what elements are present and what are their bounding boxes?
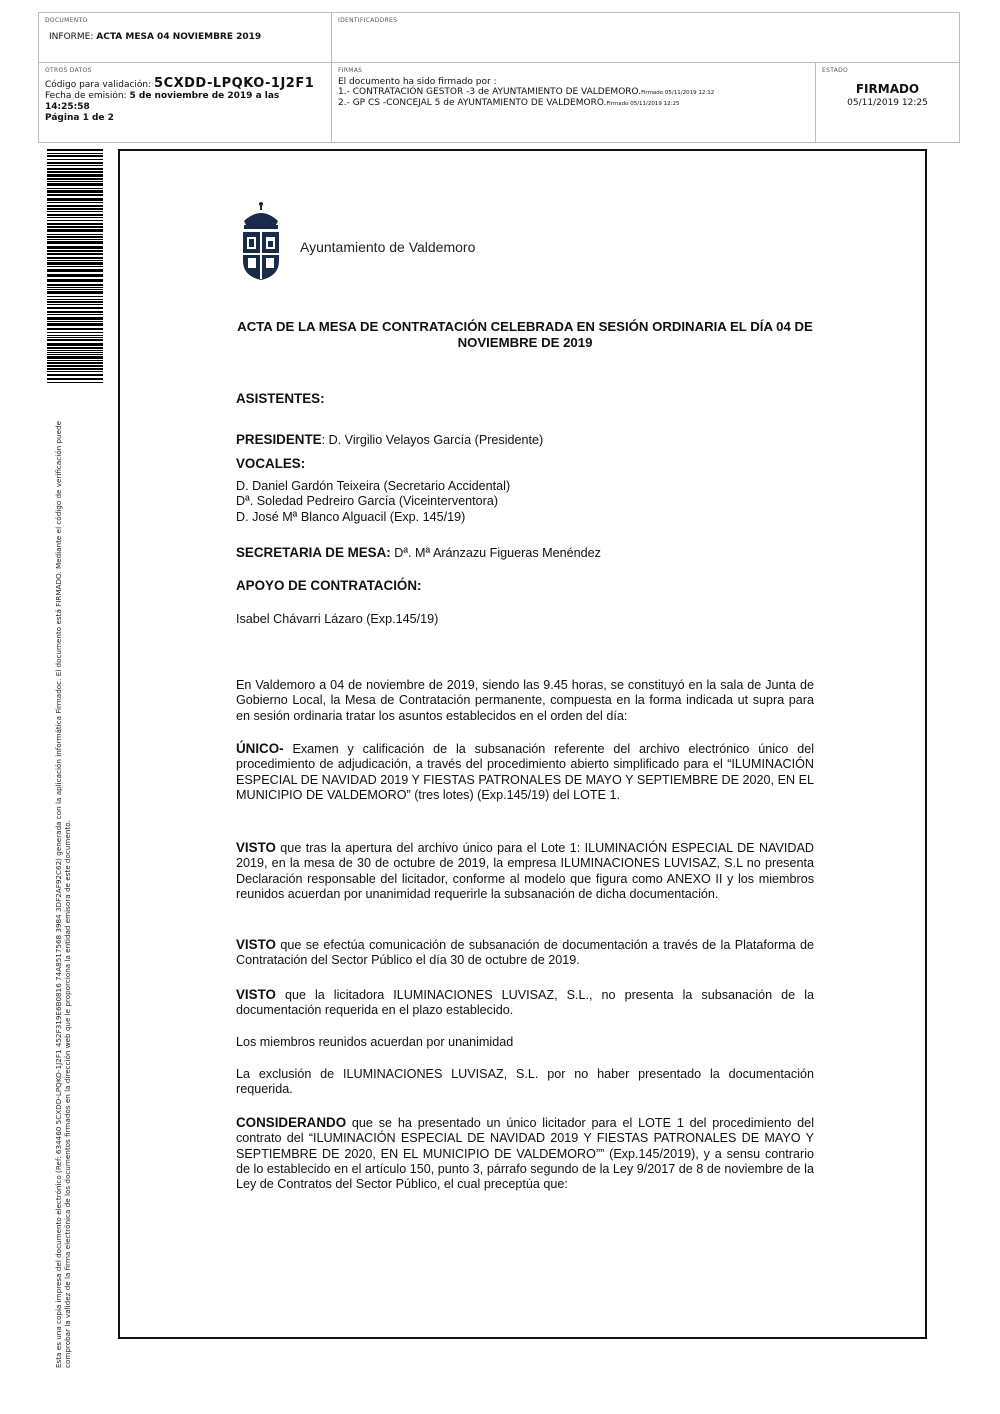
documento-cell [39, 13, 332, 63]
barcode-bar [47, 208, 103, 210]
barcode-bar [47, 168, 103, 170]
barcode-bar [47, 350, 103, 351]
barcode-bar [47, 205, 103, 207]
estado-fecha: 05/11/2019 12:25 [847, 98, 928, 108]
documento-label: DOCUMENTO [45, 17, 88, 24]
firmas-list [338, 77, 809, 109]
barcode-bar [47, 371, 103, 372]
vocales-heading: VOCALES: [236, 456, 306, 471]
barcode-bar [47, 229, 103, 232]
organization-name: Ayuntamiento de Valdemoro [300, 239, 476, 255]
barcode-bar [47, 328, 103, 330]
considerando-text: que se ha presentado un único licitador para el LOTE 1 del procedimiento del contrato del “ILUMINACIÓN ESPECIAL DE NAVIDAD 2019 Y FIESTAS PATRONALES DE MAYO Y SEPTIEMBRE DE 2020, EN EL MUNICIPIO DE VALDEMORO”” (Exp.145/2019), y a sensu contrario de lo establecido en el artículo 150, punto 3, párrafo segundo de la Ley 9/2017 de 8 de noviembre de la Ley de Contratos del Sector Público, el cual preceptúa que: [236, 1116, 814, 1192]
barcode-bar [47, 190, 103, 193]
unico-label: ÚNICO- [236, 741, 284, 756]
barcode-bar [47, 343, 103, 346]
barcode-bar [47, 301, 103, 303]
verification-margin-text: Esta es una copia impresa del documento electrónico (Ref: 634460 5CXDD-LPQKO-1J2F1 452F319E6B0816 74A8517568 3984 3DF2AF92C62) generada con la aplicación informática Firmadoc. El documento está FIRMADO. Mediante el código de verificación puede comprobar la validez de la firma electrónica de los documentos firmados en la dirección web que le proporciona la entidad emisora de este documento. [54, 421, 72, 1368]
barcode-bar [47, 162, 103, 164]
identificadores-label: IDENTIFICADORES [338, 17, 398, 24]
barcode-bar [47, 253, 103, 255]
firma-2-fecha: Firmado 05/11/2019 12:25 [606, 101, 680, 107]
barcode-bar [47, 382, 103, 383]
barcode-bar [47, 368, 103, 370]
document-title: ACTA DE LA MESA DE CONTRATACIÓN CELEBRADA EN SESIÓN ORDINARIA EL DÍA 04 DE NOVIEMBRE DE 2019 [237, 319, 813, 350]
firma-1-fecha: Firmado 05/11/2019 12:12 [641, 90, 715, 96]
barcode-bar [47, 317, 103, 320]
visto-text: que tras la apertura del archivo único para el Lote 1: ILUMINACIÓN ESPECIAL DE NAVIDAD 2019, en la mesa de 30 de octubre de 2019, la empresa ILUMINACIONES LUVISAZ, S.L no presenta Declaración responsable del licitador, conforme al modelo que figura como ANEXO II y los miembros reunidos acuerdan por unanimidad requerirle la subsanación de dicha documentación. [236, 841, 814, 901]
codigo-line [45, 78, 325, 91]
barcode-bar [47, 241, 103, 244]
document-header [38, 12, 960, 143]
barcode-bar [47, 365, 103, 367]
barcode-bar [47, 321, 103, 322]
exclusion-paragraph: La exclusión de ILUMINACIONES LUVISAZ, S.L. por no haber presentado la documentación requerida. [236, 1067, 814, 1097]
acuerdan-line: Los miembros reunidos acuerdan por unanimidad [236, 1035, 514, 1049]
informe-prefix: INFORME: [49, 32, 94, 42]
presidente-line [236, 432, 814, 448]
emision-value: 5 de noviembre de 2019 a las 14:25:58 [45, 91, 280, 112]
unico-text: Examen y calificación de la subsanación referente del archivo electrónico único del procedimiento de adjudicación, a través del procedimiento abierto simplificado para el “ILUMINACIÓN ESPECIAL DE NAVIDAD 2019 Y FIESTAS PATRONALES DE MAYO Y SEPTIEMBRE DE 2020, EN EL MUNICIPIO DE VALDEMORO” (tres lotes) (Exp.145/19) del LOTE 1. [236, 742, 814, 802]
pagina: Página 1 de 2 [45, 113, 114, 123]
estado-value: FIRMADO [855, 82, 920, 96]
barcode-bar [47, 289, 103, 290]
barcode-bar [47, 352, 103, 353]
barcode-bar [47, 296, 103, 297]
firma-1-name: 1.- CONTRATACIÓN GESTOR -3 de AYUNTAMIENTO DE VALDEMORO. [338, 87, 642, 97]
barcode-bar [47, 356, 103, 359]
codigo-label: Código para validación: [45, 80, 152, 90]
barcode-bar [47, 202, 103, 203]
barcode-bar [47, 304, 103, 305]
barcode-bar [47, 284, 103, 286]
barcode-bar [47, 347, 103, 349]
barcode-bar [47, 378, 103, 380]
vocal-item: D. José Mª Blanco Alguacil (Exp. 145/19) [236, 509, 466, 524]
barcode-bar [47, 178, 103, 180]
otros-label: OTROS DATOS [45, 67, 92, 74]
barcode-bar [47, 149, 103, 151]
visto-label: VISTO [236, 937, 276, 952]
emision-label: Fecha de emisión: [45, 91, 127, 101]
barcode-bar [47, 274, 103, 277]
barcode-bar [47, 183, 103, 186]
barcode-bar [47, 354, 103, 355]
unico-paragraph [236, 741, 814, 803]
barcode-bar [47, 266, 103, 267]
barcode-bar [47, 360, 103, 361]
visto-text: que la licitadora ILUMINACIONES LUVISAZ, S.L., no presenta la subsanación de la documentación requerida en el plazo establecido. [236, 988, 814, 1018]
barcode-bar [47, 188, 103, 189]
barcode-bar [47, 337, 103, 338]
document-frame [118, 149, 927, 1339]
estado-label: ESTADO [822, 67, 849, 74]
barcode-bar [47, 236, 103, 238]
firma-2 [338, 98, 809, 109]
barcode-bar [47, 239, 103, 240]
emision-line [45, 91, 325, 113]
informe-title: ACTA MESA 04 NOVIEMBRE 2019 [96, 32, 262, 42]
barcode-image [47, 149, 103, 383]
barcode-bar [47, 211, 103, 212]
visto-label: VISTO [236, 840, 276, 855]
considerando-label: CONSIDERANDO [236, 1115, 347, 1130]
apoyo-value: Isabel Chávarri Lázaro (Exp.145/19) [236, 612, 439, 626]
otros-datos-cell [39, 63, 332, 142]
barcode-bar [47, 260, 103, 261]
firma-1 [338, 87, 809, 98]
barcode-bar [47, 314, 103, 315]
visto-paragraph-3 [236, 987, 814, 1019]
intro-paragraph: En Valdemoro a 04 de noviembre de 2019, siendo las 9.45 horas, se constituyó en la sala de Junta de Gobierno Local, la Mesa de Contratación permanente, compuesta en la forma indicada ut supra para en sesión ordinaria tratar los asuntos establecidos en el orden del día: [236, 678, 814, 723]
asistentes-heading: ASISTENTES: [236, 391, 325, 406]
barcode-bar [47, 307, 103, 309]
secretaria-line [236, 545, 814, 561]
vocal-item: Dª. Soledad Pedreiro García (Viceinterventora) [236, 494, 499, 509]
barcode-bar [47, 214, 103, 216]
secretaria-value: Dª. Mª Aránzazu Figueras Menéndez [390, 546, 601, 560]
barcode-bar [47, 299, 103, 300]
informe-line [49, 32, 325, 42]
barcode-bar [47, 194, 103, 196]
firmas-label: FIRMAS [338, 67, 363, 74]
barcode-bar [47, 311, 103, 313]
barcode-bar [47, 198, 103, 201]
barcode-bar [47, 323, 103, 326]
barcode-bar [47, 279, 103, 282]
codigo-value[interactable]: 5CXDD-LPQKO-1J2F1 [154, 76, 315, 91]
coat-of-arms-icon [236, 201, 286, 281]
vocal-item: D. Daniel Gardón Teixeira (Secretario Accidental) [236, 479, 511, 493]
barcode-bar [47, 339, 103, 341]
barcode-bar [47, 362, 103, 364]
barcode-bar [47, 165, 103, 166]
apoyo-heading: APOYO DE CONTRATACIÓN: [236, 578, 422, 593]
barcode-bar [47, 153, 103, 154]
secretaria-label: SECRETARIA DE MESA: [236, 545, 391, 560]
barcode-bar [47, 335, 103, 336]
barcode-bar [47, 250, 103, 252]
firmas-cell [332, 63, 816, 142]
estado-cell [816, 63, 959, 142]
firmado-por: El documento ha sido firmado por : [338, 77, 497, 87]
firma-2-name: 2.- GP CS -CONCEJAL 5 de AYUNTAMIENTO DE VALDEMORO. [338, 98, 607, 108]
considerando-paragraph [236, 1115, 814, 1192]
barcode-bar [47, 226, 103, 228]
barcode-bar [47, 262, 103, 265]
barcode-bar [47, 181, 103, 182]
barcode-bar [47, 234, 103, 235]
identificadores-cell [332, 13, 959, 63]
presidente-label: PRESIDENTE [236, 432, 322, 447]
visto-paragraph-1 [236, 840, 814, 902]
visto-paragraph-2 [236, 937, 814, 969]
barcode-bar [47, 257, 103, 259]
barcode-bar [47, 332, 103, 333]
vocales-list [236, 479, 814, 525]
barcode-bar [47, 269, 103, 272]
barcode-bar [47, 287, 103, 288]
barcode-bar [47, 246, 103, 249]
barcode-bar [47, 155, 103, 157]
barcode-bar [47, 223, 103, 225]
barcode-bar [47, 174, 103, 177]
barcode-bar [47, 220, 103, 221]
barcode-bar [47, 159, 103, 160]
visto-text: que se efectúa comunicación de subsanación de documentación a través de la Plataforma de Contratación del Sector Público el día 30 de octubre de 2019. [236, 938, 814, 968]
barcode-bar [47, 217, 103, 218]
barcode-bar [47, 374, 103, 376]
barcode-bar [47, 291, 103, 294]
barcode-bar [47, 171, 103, 173]
presidente-value: : D. Virgilio Velayos García (Presidente) [321, 433, 544, 447]
visto-label: VISTO [236, 987, 276, 1002]
